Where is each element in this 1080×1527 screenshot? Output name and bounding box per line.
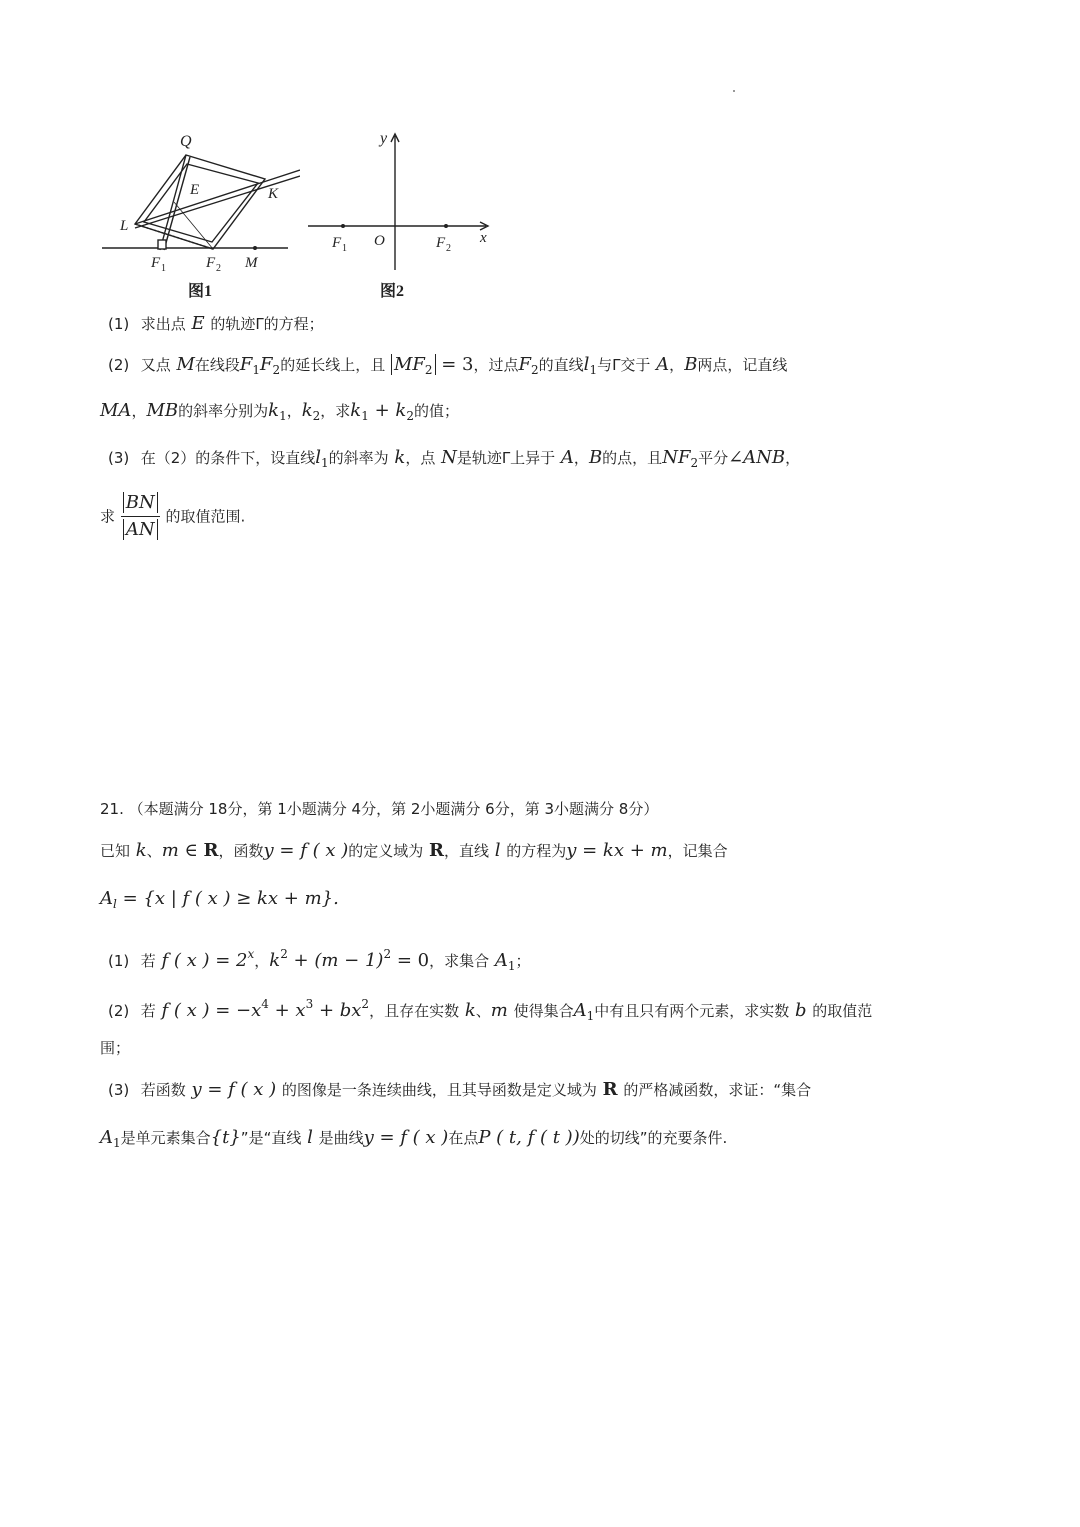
svg-text:2: 2	[446, 243, 451, 254]
label-F2: F	[436, 235, 446, 251]
label-F1: F	[332, 235, 342, 251]
q20-part2-line2: MA，MB的斜率分别为$k_1$，$k_2$，求$k_1 + k_2$的值；	[100, 400, 459, 423]
label-L: L	[120, 218, 129, 234]
q20-part3-line1: (3) 在（2）的条件下，设直线$l_1$的斜率为 k，点 N是轨迹Γ上异于 A，B的点，且$NF_2$平分∠ANB，	[108, 447, 801, 470]
q21-part1: (1) 若 f ( x ) = $2^x$，$k^2 + (m - 1)^2 = 0$，求集合 $A_1$；	[108, 947, 531, 973]
q21-part2-line1: (2) 若 f ( x ) = $-x^4 + x^3 + bx^2$，且存在实数 k、m 使得集合$A_1$中有且只有两个元素，求实数 b 的取值范	[108, 997, 873, 1023]
label-F1: F	[151, 255, 161, 271]
label-y: y	[380, 130, 388, 147]
figure-1	[100, 132, 300, 302]
ratio-fraction: $\frac{BN}{AN}$	[121, 490, 160, 543]
rod-4	[164, 157, 190, 250]
label-Q: Q	[180, 133, 192, 150]
q21-part3-line1: (3) 若函数 y = f ( x ) 的图像是一条连续曲线，且其导函数是定义域为 R 的严格减函数，求证：“集合	[108, 1079, 812, 1100]
label-x: x	[480, 230, 487, 246]
q20-part3-line2: 求 $\frac{BN}{AN}$ 的取值范围.	[100, 490, 245, 543]
q20-part1: (1) 求出点 E 的轨迹Γ的方程；	[108, 313, 324, 334]
svg-text:2: 2	[216, 263, 221, 274]
q21-part3-line2: $A_1$是单元素集合{t}”是“直线 l 是曲线y = f ( x )在点P ( t, f ( t ))处的切线”的充要条件.	[100, 1127, 728, 1150]
label-M: M	[245, 255, 258, 271]
q21-part2-line2: 围；	[100, 1039, 131, 1057]
q21-header: 21. （本题满分 18分，第 1小题满分 4分，第 2小题满分 6分，第 3小题满分 8分）	[100, 800, 659, 818]
svg-text:1: 1	[342, 243, 347, 254]
q21-intro: 已知 k、m ∈ R，函数y = f ( x )的定义域为 R，直线 l 的方程为y = kx + m，记集合	[100, 840, 728, 861]
caption-fig2: 图2	[380, 283, 405, 298]
svg-text:1: 1	[161, 263, 166, 274]
label-O: O	[374, 233, 385, 249]
q21-set-def: $A_l = \{x$ | f ( x ) ≥ kx + m}.	[100, 888, 339, 911]
figure-2	[300, 128, 500, 298]
q20-part2-line1: (2) 又点 M在线段$F_1F_2$的延长线上，且 $MF_2 = 3$，过点$F_2$的直线$l_1$与Γ交于 A，B两点，记直线	[108, 354, 788, 377]
stray-dot	[733, 90, 735, 92]
label-E: E	[190, 182, 200, 198]
label-F2: F	[206, 255, 216, 271]
rod-2	[135, 176, 300, 228]
label-K: K	[268, 186, 279, 202]
caption-fig1: 图1	[188, 283, 213, 300]
